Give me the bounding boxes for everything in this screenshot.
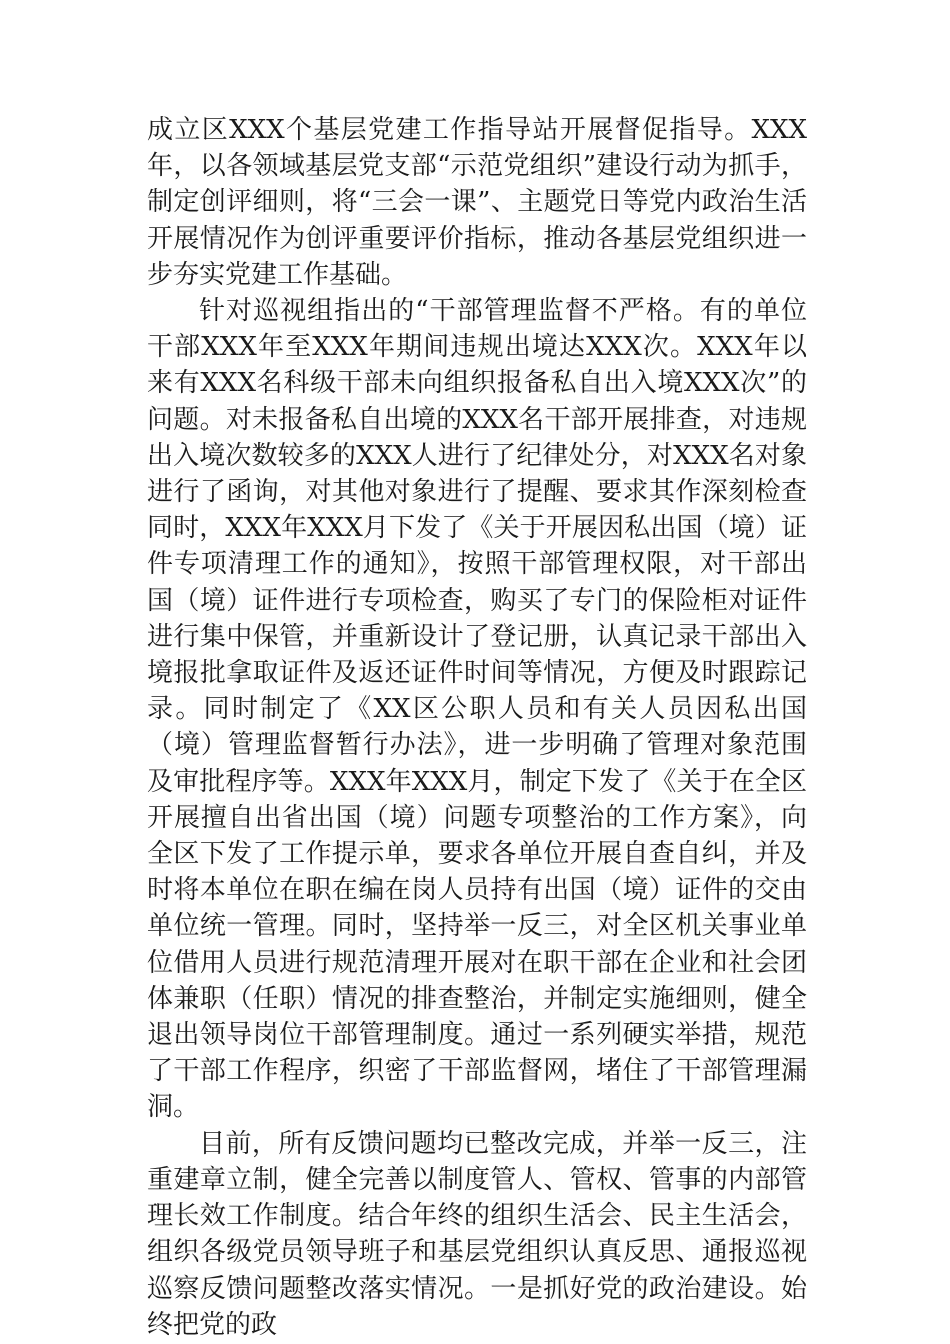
paragraph-rectification-status: 目前，所有反馈问题均已整改完成，并举一反三，注重建章立制，健全完善以制度管人、管权、管事的内部管理长效工作制度。结合年终的组织生活会、民主生活会，组织各级党员领导班子和基层党组织认真反思、通报巡视巡察反馈问题整改落实情况。一是抓好党的政治建设。始终把党的政 [147,1128,807,1340]
paragraph-cadre-supervision: 针对巡视组指出的“干部管理监督不严格。有的单位干部XXX年至XXX年期间违规出境达XXX次。XXX年以来有XXX名科级干部未向组织报备私自出入境XXX次”的问题。对未报备私自出境的XXX名干部开展排查，对违规出入境次数较多的XXX人进行了纪律处分，对XXX名对象进行了函询，对其他对象进行了提醒、要求其作深刻检查同时，XXX年XXX月下发了《关于开展因私出国（境）证件专项清理工作的通知》，按照干部管理权限，对干部出国（境）证件进行专项检查，购买了专门的保险柜对证件进行集中保管，并重新设计了登记册，认真记录干部出入境报批拿取证件及返还证件时间等情况，方便及时跟踪记录。同时制定了《XX区公职人员和有关人员因私出国（境）管理监督暂行办法》，进一步明确了管理对象范围及审批程序等。XXX年XXX月，制定下发了《关于在全区开展擅自出省出国（境）问题专项整治的工作方案》，向全区下发了工作提示单，要求各单位开展自查自纠，并及时将本单位在职在编在岗人员持有出国（境）证件的交由单位统一管理。同时，坚持举一反三，对全区机关事业单位借用人员进行规范清理开展对在职干部在企业和社会团体兼职（任职）情况的排查整治，并制定实施细则，健全退出领导岗位干部管理制度。通过一系列硬实举措，规范了干部工作程序，织密了干部监督网，堵住了干部管理漏洞。 [147,296,807,1123]
document-body [147,112,807,1343]
paragraph-continuation: 成立区XXX个基层党建工作指导站开展督促指导。XXX年，以各领域基层党支部“示范党组织”建设行动为抓手，制定创评细则，将“三会一课”、主题党日等党内政治生活开展情况作为创评重要评价指标，推动各基层党组织进一步夯实党建工作基础。 [147,115,807,290]
